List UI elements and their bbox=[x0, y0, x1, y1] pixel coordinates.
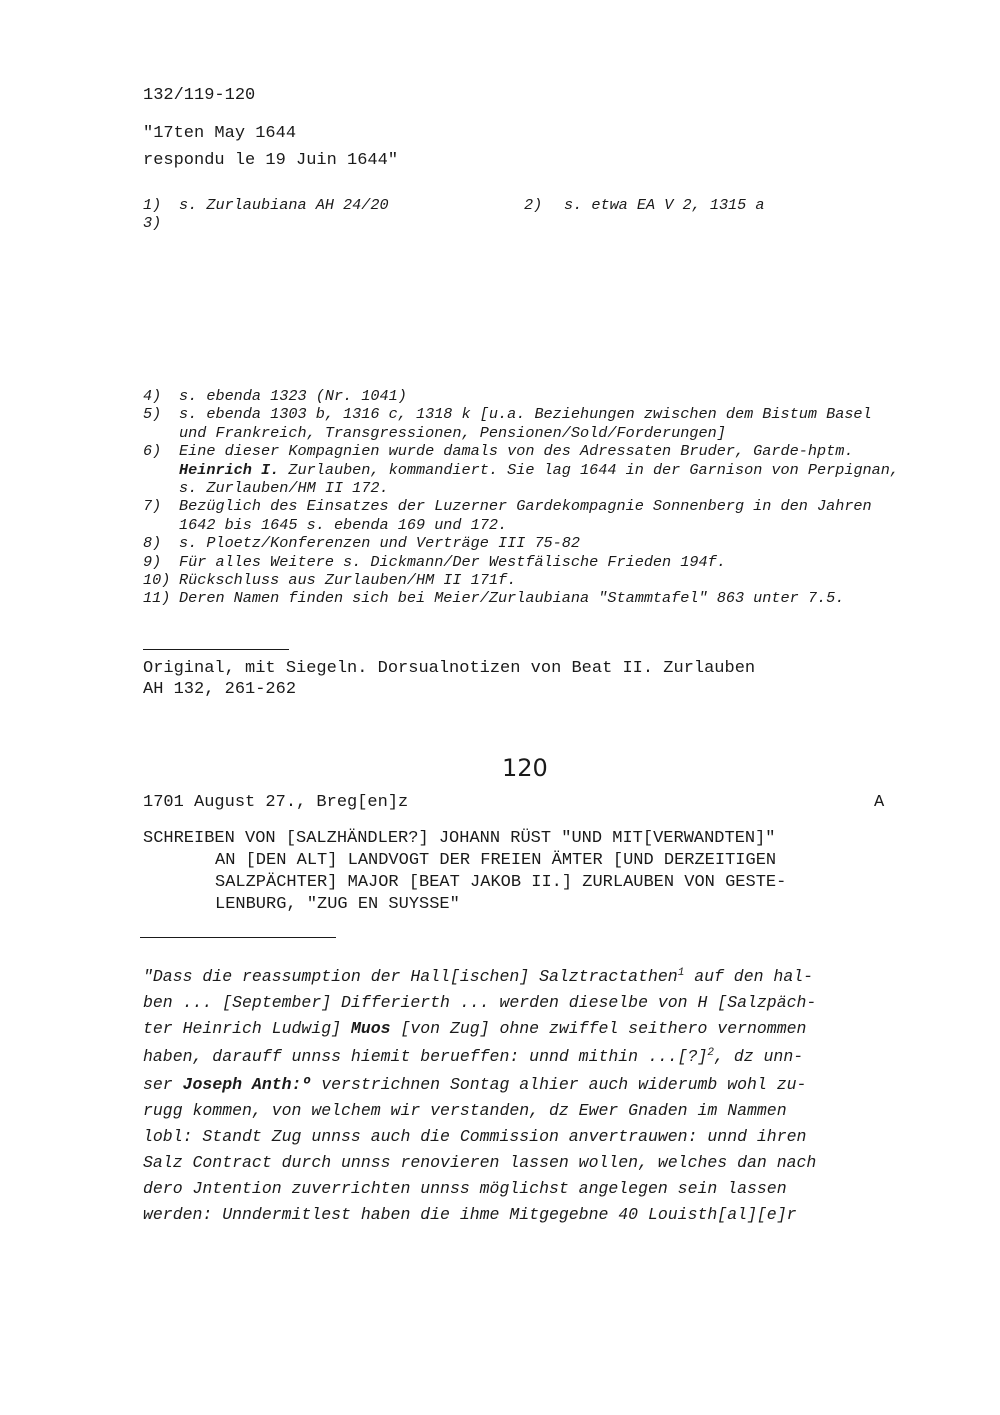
archive-reference: 132/119-120 bbox=[143, 86, 256, 105]
footnote-3-number: 3) bbox=[143, 214, 162, 232]
footnote-text: Bezüglich des Einsatzes der Luzerner Gardekompagnie Sonnenberg in den Jahren 1642 bis 1645 s. ebenda 169 und 172. bbox=[179, 497, 872, 534]
body-line: werden: Unndermitlest haben die ihme Mitgegebne 40 Louisth[al][e]r bbox=[143, 1205, 797, 1224]
source-line-1: Original, mit Siegeln. Dorsualnotizen von Beat II. Zurlauben bbox=[143, 659, 756, 678]
footnote-number: 5) bbox=[143, 405, 162, 424]
footnote-number: 6) bbox=[143, 442, 162, 461]
footnote-item bbox=[143, 442, 903, 497]
date-place: 1701 August 27., Breg[en]z bbox=[143, 793, 409, 812]
body-text: ser bbox=[143, 1075, 183, 1094]
footnote-item bbox=[143, 589, 903, 607]
letter-body bbox=[143, 964, 913, 1228]
title-line: SCHREIBEN VON [SALZHÄNDLER?] JOHANN RÜST "UND MIT[VERWANDTEN]" bbox=[143, 829, 776, 848]
body-text: verstrichnen Sontag alhier auch widerumb wohl zu- bbox=[311, 1075, 807, 1094]
quote-line-2: respondu le 19 Juin 1644" bbox=[143, 151, 399, 170]
footnote-text: s. ebenda 1303 b, 1316 c, 1318 k [u.a. Beziehungen zwischen dem Bistum Basel und Frankreich, Transgressionen, Pensionen/Sold/Forderungen] bbox=[179, 405, 872, 442]
body-text: [von Zug] ohne zwiffel seithero vernommen bbox=[390, 1019, 807, 1038]
footnote-number: 4) bbox=[143, 387, 162, 405]
footnote-text: Rückschluss aus Zurlauben/HM II 171f. bbox=[179, 571, 517, 590]
footnote-1-text: s. Zurlaubiana AH 24/20 bbox=[179, 196, 389, 214]
footnote-number: 9) bbox=[143, 552, 162, 571]
footnote-number: 7) bbox=[143, 497, 162, 516]
title-line: SALZPÄCHTER] MAJOR [BEAT JAKOB II.] ZURLAUBEN VON GESTE- bbox=[215, 873, 787, 892]
body-text: auf den hal- bbox=[684, 967, 814, 986]
body-text: haben, darauff unnss hiemit berueffen: unnd mithin ...[?] bbox=[143, 1047, 708, 1066]
footnote-text-part: Zurlauben, kommandiert. Sie lag 1644 in der Garnison von Perpignan, s. Zurlauben/HM II 172. bbox=[179, 460, 900, 498]
footnote-text bbox=[179, 442, 903, 497]
footnote-ref: 2 bbox=[707, 1047, 715, 1059]
footnote-item bbox=[143, 405, 903, 442]
document-letter: A bbox=[874, 793, 885, 812]
body-divider bbox=[140, 937, 336, 938]
footnote-text: Deren Namen finden sich bei Meier/Zurlaubiana "Stammtafel" 863 unter 7.5. bbox=[179, 589, 845, 608]
document-number: 120 bbox=[502, 754, 548, 782]
footnote-1-number: 1) bbox=[143, 196, 162, 214]
body-text: ter Heinrich Ludwig] bbox=[143, 1019, 351, 1038]
footnotes-list bbox=[143, 387, 903, 608]
body-line: dero Jntention zuverrichten unnss möglichst angelegen sein lassen bbox=[143, 1179, 787, 1198]
section-divider bbox=[143, 649, 289, 650]
footnote-text: s. Ploetz/Konferenzen und Verträge III 75-82 bbox=[179, 534, 581, 553]
title-line: LENBURG, "ZUG EN SUYSSE" bbox=[215, 895, 460, 914]
source-line-2: AH 132, 261-262 bbox=[143, 680, 297, 699]
body-line: Salz Contract durch unnss renovieren lassen wollen, welches dan nach bbox=[143, 1153, 817, 1172]
document-title bbox=[143, 828, 903, 916]
footnote-number: 10) bbox=[143, 571, 171, 590]
footnote-2-text: s. etwa EA V 2, 1315 a bbox=[564, 196, 765, 214]
footnote-2-number: 2) bbox=[524, 196, 543, 214]
footnote-text: Für alles Weitere s. Dickmann/Der Westfälische Frieden 194f. bbox=[179, 552, 726, 571]
quote-line-1: "17ten May 1644 bbox=[143, 124, 297, 143]
person-name-bold: Joseph Anth:º bbox=[182, 1075, 312, 1094]
body-text: "Dass die reassumption der Hall[ischen] Salztractathen bbox=[143, 967, 678, 986]
footnote-item bbox=[143, 571, 903, 589]
footnote-number: 8) bbox=[143, 534, 162, 553]
body-line: lobl: Standt Zug unnss auch die Commission anvertrauwen: unnd ihren bbox=[143, 1127, 807, 1146]
person-name-bold: Muos bbox=[350, 1019, 391, 1038]
footnote-item bbox=[143, 534, 903, 552]
footnote-item bbox=[143, 497, 903, 534]
footnote-name-bold: Heinrich I. bbox=[179, 460, 280, 479]
footnote-text-part: Eine dieser Kompagnien wurde damals von des Adressaten Bruder, Garde-hptm. bbox=[179, 442, 854, 461]
body-line bbox=[143, 1042, 913, 1070]
title-line: AN [DEN ALT] LANDVOGT DER FREIEN ÄMTER [UND DERZEITIGEN bbox=[215, 851, 777, 870]
footnote-ref: 1 bbox=[677, 967, 685, 979]
footnote-number: 11) bbox=[143, 589, 171, 608]
body-line bbox=[143, 1070, 913, 1098]
body-line: ben ... [September] Differierth ... werden dieselbe von H [Salzpäch- bbox=[143, 993, 817, 1012]
body-text: , dz unn- bbox=[714, 1047, 804, 1066]
body-line bbox=[143, 1016, 913, 1042]
footnote-item bbox=[143, 553, 903, 571]
footnote-item bbox=[143, 387, 903, 405]
body-line bbox=[143, 964, 913, 990]
body-line: rugg kommen, von welchem wir verstanden, dz Ewer Gnaden im Nammen bbox=[143, 1101, 787, 1120]
footnote-text: s. ebenda 1323 (Nr. 1041) bbox=[179, 387, 407, 405]
